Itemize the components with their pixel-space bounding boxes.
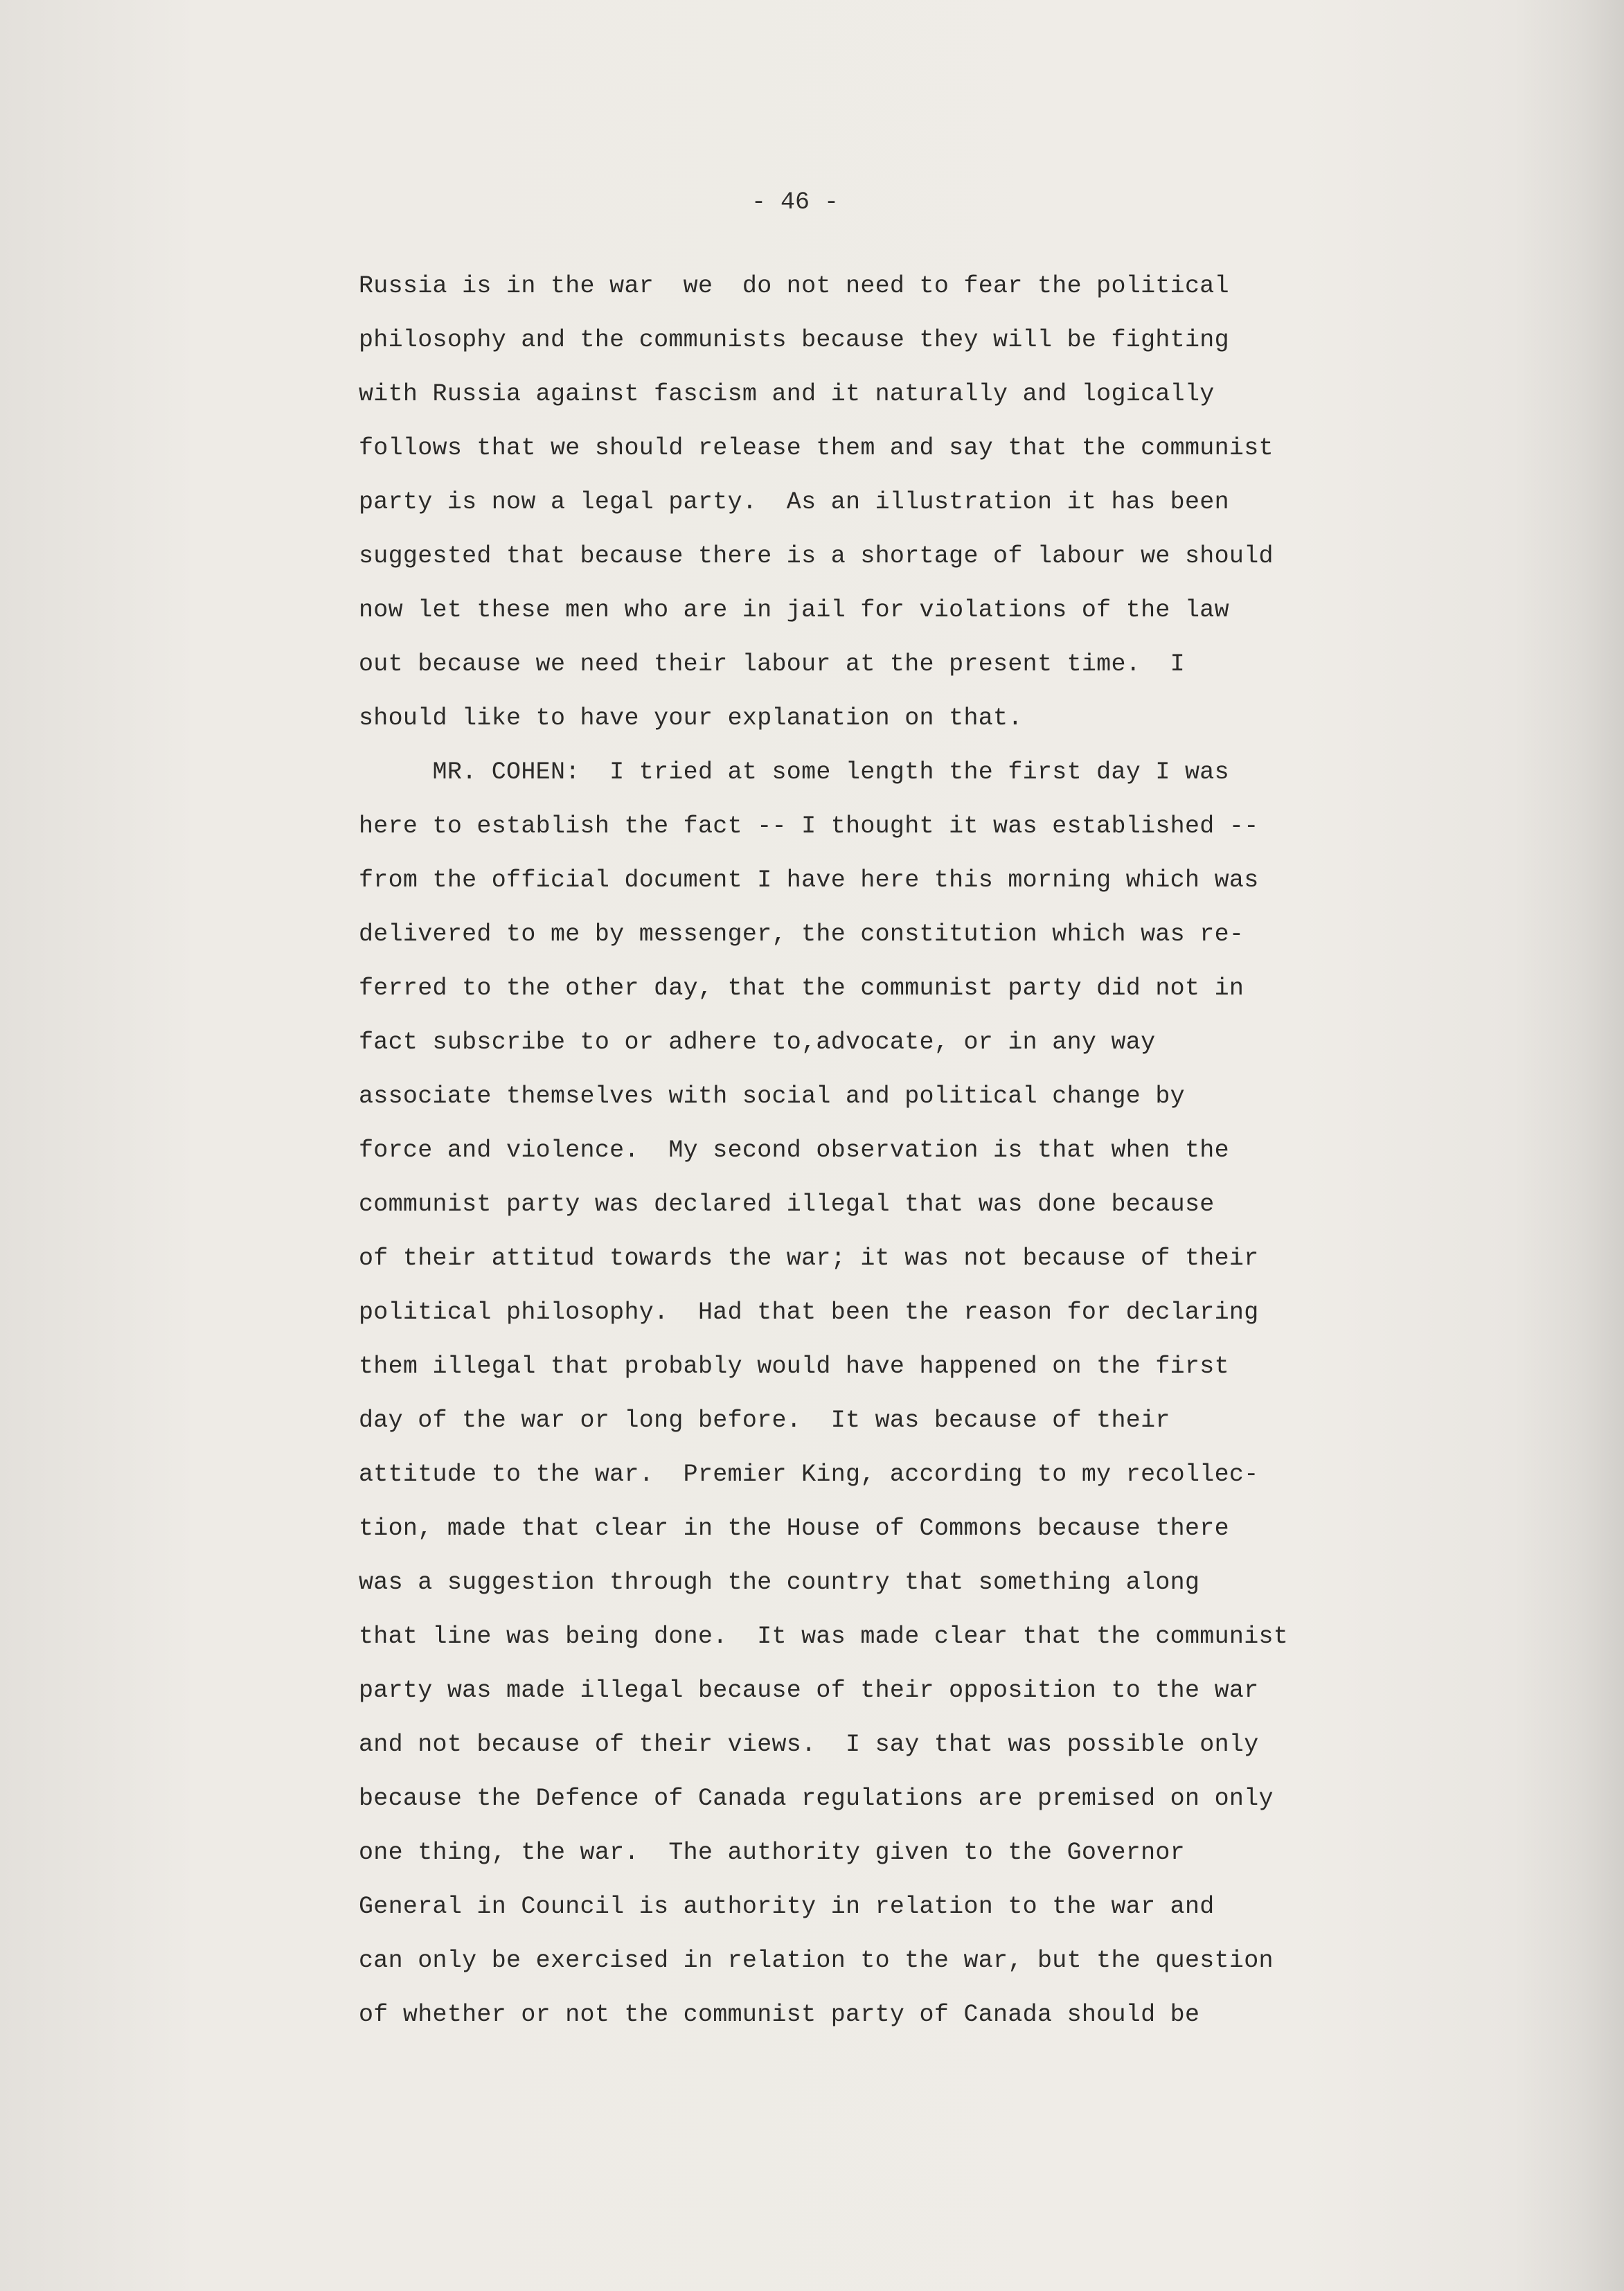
text-line: that line was being done. It was made clear that the communist [359, 1623, 1289, 1650]
text-line: Russia is in the war we do not need to fear the political [359, 272, 1229, 300]
text-line: tion, made that clear in the House of Commons because there [359, 1515, 1229, 1542]
text-line: associate themselves with social and political change by [359, 1082, 1185, 1110]
page-number: - 46 - [751, 188, 839, 216]
text-line: General in Council is authority in relation to the war and [359, 1893, 1215, 1920]
text-line: here to establish the fact -- I thought it was established -- [359, 812, 1259, 840]
text-line: now let these men who are in jail for violations of the law [359, 596, 1229, 624]
text-line: and not because of their views. I say that was possible only [359, 1731, 1259, 1758]
text-line: one thing, the war. The authority given to the Governor [359, 1839, 1185, 1866]
text-line: fact subscribe to or adhere to,advocate, or in any way [359, 1028, 1156, 1056]
text-line: political philosophy. Had that been the reason for declaring [359, 1299, 1259, 1326]
text-line: suggested that because there is a shortage of labour we should [359, 542, 1274, 570]
text-line: should like to have your explanation on that. [359, 704, 1023, 732]
text-line: day of the war or long before. It was because of their [359, 1407, 1170, 1434]
text-line: of their attitud towards the war; it was not because of their [359, 1245, 1259, 1272]
text-line: party is now a legal party. As an illustration it has been [359, 488, 1229, 516]
text-line: attitude to the war. Premier King, according to my recollec- [359, 1461, 1259, 1488]
text-line: was a suggestion through the country that something along [359, 1569, 1200, 1596]
text-line: party was made illegal because of their opposition to the war [359, 1677, 1259, 1704]
text-line: out because we need their labour at the present time. I [359, 650, 1185, 678]
text-line: ferred to the other day, that the communist party did not in [359, 974, 1244, 1002]
text-line: force and violence. My second observation is that when the [359, 1136, 1229, 1164]
text-line: because the Defence of Canada regulations are premised on only [359, 1785, 1274, 1812]
text-line: philosophy and the communists because they will be fighting [359, 326, 1229, 354]
page-edge-shadow [1513, 0, 1624, 2291]
text-line: follows that we should release them and say that the communist [359, 434, 1274, 462]
text-line: from the official document I have here this morning which was [359, 866, 1259, 894]
text-line: of whether or not the communist party of Canada should be [359, 2001, 1200, 2029]
text-line: delivered to me by messenger, the constitution which was re- [359, 920, 1244, 948]
text-line: with Russia against fascism and it naturally and logically [359, 380, 1215, 408]
text-line: can only be exercised in relation to the war, but the question [359, 1947, 1274, 1974]
text-line: them illegal that probably would have happened on the first [359, 1353, 1229, 1380]
text-line: MR. COHEN: I tried at some length the first day I was [359, 758, 1229, 786]
text-line: communist party was declared illegal that was done because [359, 1191, 1215, 1218]
